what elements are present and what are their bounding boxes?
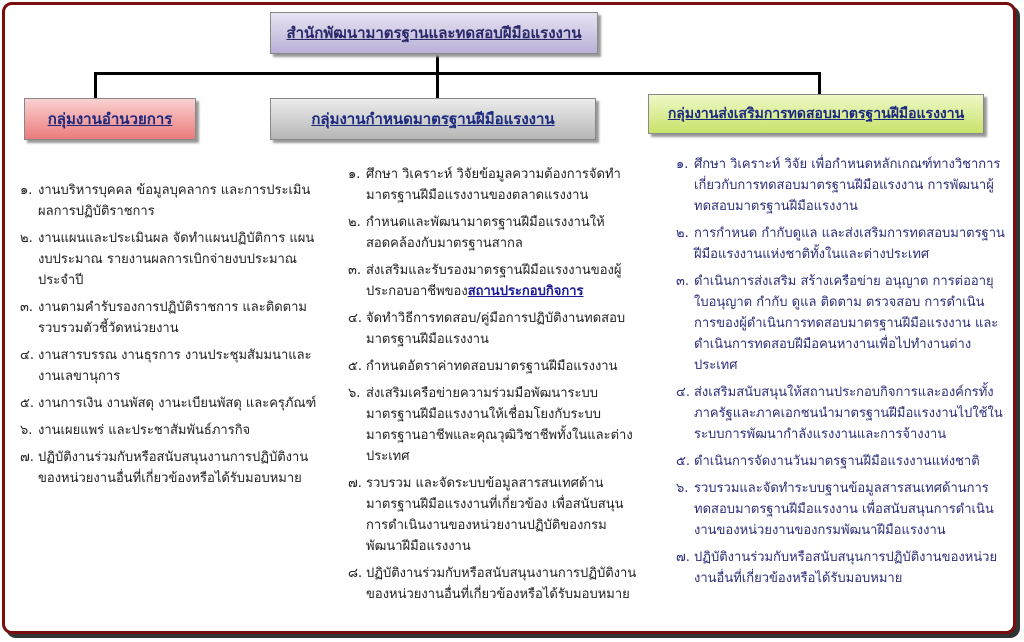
duty-list-standards bbox=[348, 164, 638, 611]
duty-text: ปฏิบัติงานร่วมกับหรือสนับสนุนงานการปฏิบัติงานของหน่วยงานอื่นที่เกี่ยวข้องหรือได้รับมอบหมาย bbox=[38, 450, 309, 486]
duty-item bbox=[348, 473, 638, 557]
duty-text: ส่งเสริมสนับสนุนให้สถานประกอบกิจการและองค์กรทั้งภาครัฐและภาคเอกชนนำมาตรฐานฝีมือแรงงานไปใช้ในระบบการพัฒนากำลังแรงงานและการจ้างงาน bbox=[694, 385, 1003, 442]
duty-item bbox=[348, 260, 638, 302]
connector-left bbox=[94, 72, 97, 98]
duty-number: ๗. bbox=[20, 450, 34, 465]
duty-text: กำหนดและพัฒนามาตรฐานฝีมือแรงงานให้สอดคล้องกับมาตรฐานสากล bbox=[366, 215, 605, 251]
group-title-testing: กลุ่มงานส่งเสริมการทดสอบมาตรฐานฝีมือแรงงาน bbox=[667, 106, 965, 122]
duty-number: ๓. bbox=[348, 263, 362, 278]
group-box-admin bbox=[24, 98, 196, 140]
duty-item bbox=[676, 478, 1006, 541]
duty-item bbox=[348, 563, 638, 605]
duty-number: ๒. bbox=[20, 231, 33, 246]
duty-text: กำหนดอัตราค่าทดสอบมาตรฐานฝีมือแรงงาน bbox=[366, 359, 618, 374]
duty-list-admin bbox=[20, 180, 320, 495]
duty-item bbox=[676, 451, 1006, 472]
duty-number: ๓. bbox=[676, 274, 690, 289]
duty-text: การกำหนด กำกับดูแล และส่งเสริมการทดสอบมาตรฐานฝีมือแรงงานแห่งชาติทั้งในและต่างประเทศ bbox=[694, 226, 1005, 262]
duty-number: ๔. bbox=[348, 311, 362, 326]
duty-number: ๖. bbox=[20, 423, 33, 438]
duty-item bbox=[20, 420, 320, 441]
duty-number: ๑. bbox=[20, 183, 33, 198]
connector-middle bbox=[436, 72, 439, 98]
duty-number: ๖. bbox=[676, 481, 689, 496]
duty-text: ดำเนินการส่งเสริม สร้างเครือข่าย อนุญาต การต่ออายุใบอนุญาต กำกับ ดูแล ติดตาม ตรวจสอบ การดำเนินการของผู้ดำเนินการทดสอบมาตรฐานฝีมือแรงงาน และดำเนินการทดสอบฝีมือคนหางานเพื่อไปทำงานต่างประเทศ bbox=[694, 274, 999, 373]
duty-text: ดำเนินการจัดงานวันมาตรฐานฝีมือแรงงานแห่งชาติ bbox=[694, 454, 980, 469]
duty-number: ๑. bbox=[348, 167, 361, 182]
duty-number: ๘. bbox=[348, 566, 363, 581]
duty-item bbox=[20, 180, 320, 222]
duty-number: ๗. bbox=[348, 476, 362, 491]
duty-text: งานบริหารบุคคล ข้อมูลบุคลากร และการประเมินผลการปฏิบัติราชการ bbox=[38, 183, 311, 219]
duty-item bbox=[348, 308, 638, 350]
group-box-testing bbox=[648, 94, 984, 134]
connector-trunk bbox=[436, 54, 439, 74]
duty-number: ๑. bbox=[676, 157, 689, 172]
duty-item bbox=[676, 382, 1006, 445]
duty-number: ๗. bbox=[676, 550, 690, 565]
duty-number: ๒. bbox=[348, 215, 361, 230]
connector-horizontal bbox=[94, 72, 820, 75]
duty-item bbox=[348, 164, 638, 206]
group-box-standards bbox=[270, 98, 596, 140]
duty-item bbox=[20, 393, 320, 414]
group-title-standards: กลุ่มงานกำหนดมาตรฐานฝีมือแรงงาน bbox=[311, 110, 555, 128]
duty-number: ๕. bbox=[20, 396, 34, 411]
duty-text: ปฏิบัติงานร่วมกับหรือสนับสนุนการปฏิบัติงานของหน่วยงานอื่นที่เกี่ยวข้องหรือได้รับมอบหมาย bbox=[694, 550, 998, 586]
duty-text: งานเผยแพร่ และประชาสัมพันธ์ภารกิจ bbox=[38, 423, 251, 438]
duty-text: ศึกษา วิเคราะห์ วิจัยข้อมูลความต้องการจัดทำมาตรฐานฝีมือแรงงานของตลาดแรงงาน bbox=[366, 167, 621, 203]
duty-text: งานสารบรรณ งานธุรการ งานประชุมสัมมนาและงานเลขานุการ bbox=[38, 348, 312, 384]
duty-item bbox=[20, 228, 320, 291]
duty-item bbox=[676, 271, 1006, 376]
duty-text: ศึกษา วิเคราะห์ วิจัย เพื่อกำหนดหลักเกณฑ์ทางวิชาการเกี่ยวกับการทดสอบมาตรฐานฝีมือแรงงาน การพัฒนาผู้ทดสอบมาตรฐานฝีมือแรงงาน bbox=[694, 157, 1001, 214]
duty-text: ส่งเสริมเครือข่ายความร่วมมือพัฒนาระบบมาตรฐานฝีมือแรงงานให้เชื่อมโยงกับระบบมาตรฐานอาชีพและคุณวุฒิวิชาชีพทั้งในและต่างประเทศ bbox=[366, 386, 633, 464]
duty-number: ๕. bbox=[348, 359, 362, 374]
duty-item bbox=[676, 223, 1006, 265]
duty-text: งานแผนและประเมินผล จัดทำแผนปฏิบัติการ แผนงบประมาณ รายงานผลการเบิกจ่ายงบประมาณประจำปี bbox=[38, 231, 315, 288]
duty-text: รวบรวม และจัดระบบข้อมูลสารสนเทศด้านมาตรฐานฝีมือแรงงานที่เกี่ยวข้อง เพื่อสนับสนุนการดำเนินงานของหน่วยงานปฏิบัติของกรมพัฒนาฝีมือแรงงาน bbox=[366, 476, 624, 554]
group-title-admin: กลุ่มงานอำนวยการ bbox=[47, 110, 173, 128]
duty-number: ๔. bbox=[676, 385, 690, 400]
duty-item bbox=[348, 212, 638, 254]
duty-item bbox=[676, 154, 1006, 217]
duty-text: งานการเงิน งานพัสดุ งานะเบียนพัสดุ และครุภัณฑ์ bbox=[38, 396, 317, 411]
connector-right bbox=[818, 72, 821, 94]
org-title: สำนักพัฒนามาตรฐานและทดสอบฝีมือแรงงาน bbox=[286, 24, 582, 42]
duty-list-testing bbox=[676, 154, 1006, 595]
duty-text: ปฏิบัติงานร่วมกับหรือสนับสนุนงานการปฏิบัติงานของหน่วยงานอื่นที่เกี่ยวข้องหรือได้รับมอบหมาย bbox=[366, 566, 637, 602]
duty-item bbox=[676, 547, 1006, 589]
duty-number: ๓. bbox=[20, 300, 34, 315]
duty-text: ส่งเสริมและรับรองมาตรฐานฝีมือแรงงานของผู้ประกอบอาชีพของ bbox=[366, 263, 622, 299]
duty-item bbox=[348, 383, 638, 467]
duty-text: งานตามคำรับรองการปฏิบัติราชการ และติดตามรวบรวมตัวชี้วัดหน่วยงาน bbox=[38, 300, 307, 336]
duty-text: รวบรวมและจัดทำระบบฐานข้อมูลสารสนเทศด้านการทดสอบมาตรฐานฝีมือแรงงาน เพื่อสนับสนุนการดำเนินงานของหน่วยงานของกรมพัฒนาฝีมือแรงงาน bbox=[694, 481, 994, 538]
duty-number: ๖. bbox=[348, 386, 361, 401]
org-title-box bbox=[270, 12, 598, 54]
duty-number: ๔. bbox=[20, 348, 34, 363]
duty-item bbox=[20, 447, 320, 489]
duty-link[interactable]: สถานประกอบกิจการ bbox=[467, 284, 584, 299]
duty-item bbox=[20, 345, 320, 387]
duty-text: จัดทำวิธีการทดสอบ/คู่มือการปฏิบัติงานทดสอบมาตรฐานฝีมือแรงงาน bbox=[366, 311, 626, 347]
duty-number: ๕. bbox=[676, 454, 690, 469]
duty-number: ๒. bbox=[676, 226, 689, 241]
duty-item bbox=[348, 356, 638, 377]
duty-item bbox=[20, 297, 320, 339]
